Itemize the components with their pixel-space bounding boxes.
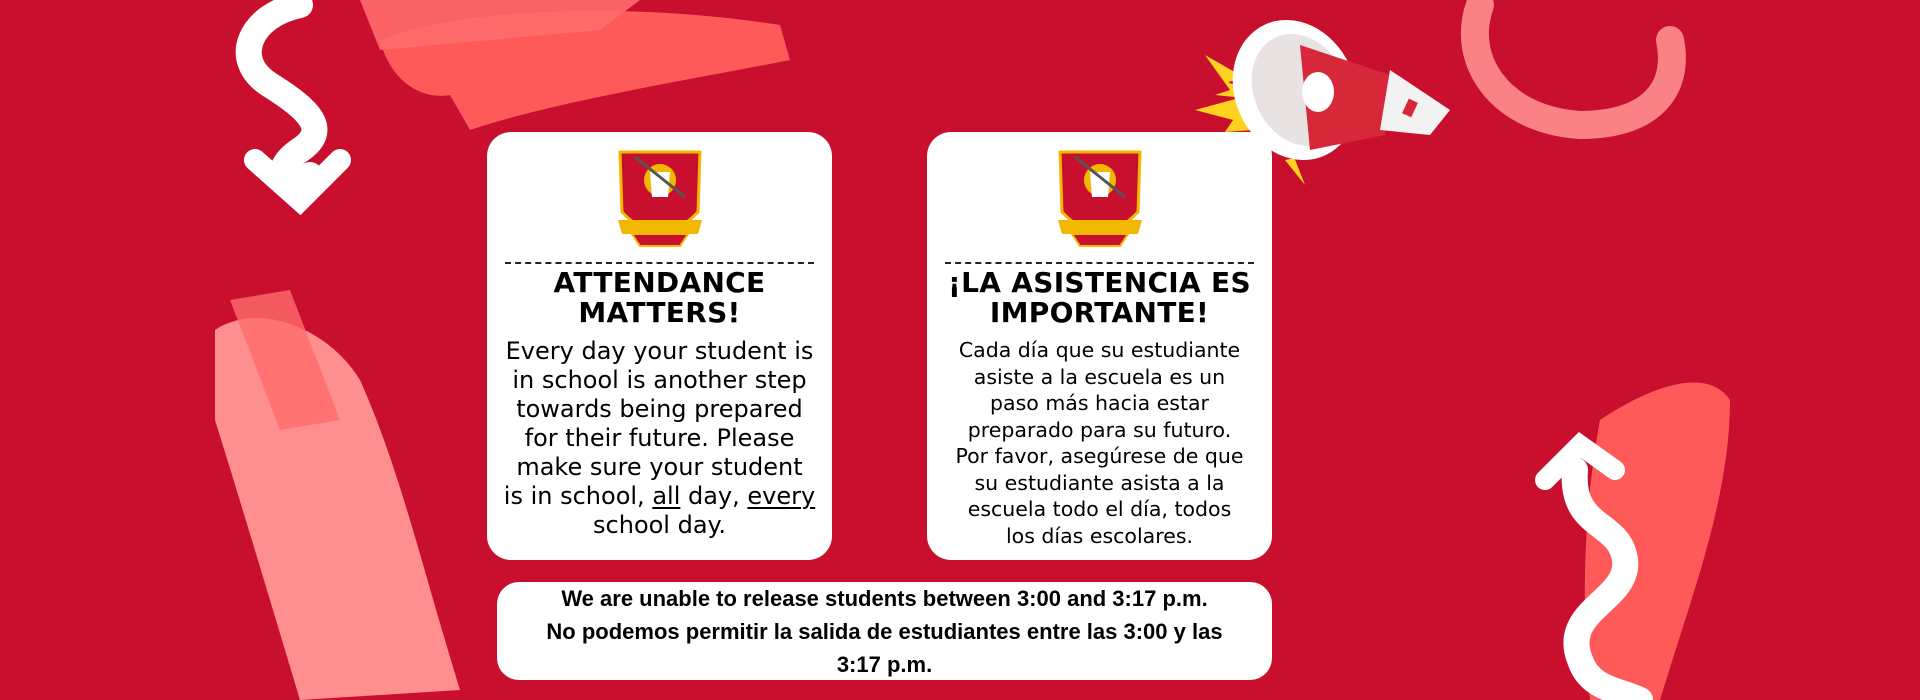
body-line: in school is another step [512,366,807,394]
card-title [497,268,822,328]
body-line: is in school, [503,482,653,510]
card-divider [945,262,1254,264]
notice-line-spanish-end: 3:17 p.m. [836,652,933,677]
body-line: su estudiante asista a la [974,470,1225,495]
body-line: paso más hacia estar [990,391,1209,415]
brush-stroke-left [215,318,460,700]
school-crest-icon [1050,142,1150,254]
card-body [497,337,822,540]
body-line: asiste a la escuela es un [973,364,1226,389]
title-line-2: IMPORTANTE! [989,296,1210,329]
body-line: los días escolares. [1005,523,1194,548]
attendance-card-english [487,132,832,560]
school-crest-icon [610,142,710,254]
card-title [937,268,1262,328]
notice-line-english: We are unable to release students between 3:00 and 3:17 p.m. [561,586,1208,611]
body-line: Por favor, asegúrese de que [955,444,1244,468]
card-body [937,337,1262,549]
body-line: escuela todo el día, todos [967,497,1232,521]
emphasis-every: every [747,482,816,510]
attendance-card-spanish [927,132,1272,560]
body-line: for their future. Please [524,424,795,452]
title-line-2: MATTERS! [578,296,741,329]
body-line: preparado para su futuro. [967,417,1232,442]
body-line: Every day your student is [505,337,814,365]
body-line: make sure your student [516,453,803,481]
title-line-1: ¡LA ASISTENCIA ES [948,266,1251,299]
body-line: towards being prepared [516,395,803,423]
card-divider [505,262,814,264]
notice-line-spanish: No podemos permitir la salida de estudiantes entre las 3:00 y las [546,619,1223,644]
title-line-1: ATTENDANCE [553,266,766,299]
body-text: day, [680,482,748,510]
brush-swirl-top-right [1475,5,1672,125]
emphasis-all: all [652,482,681,510]
body-line: Cada día que su estudiante [958,338,1241,362]
body-line: school day. [593,511,726,539]
release-notice [497,582,1272,680]
